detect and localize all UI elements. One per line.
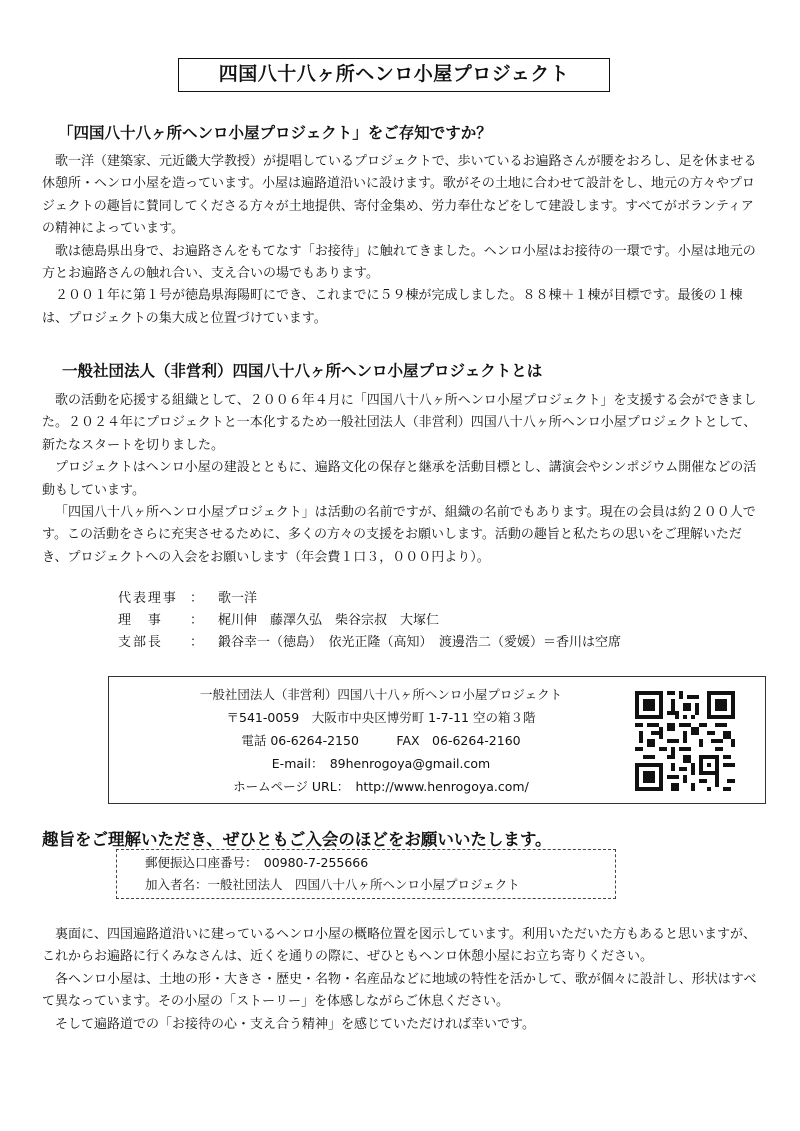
officers-list (118, 588, 621, 654)
paragraph: そして遍路道での「お接待の心・支え合う精神」を感じていただければ幸いです。 (55, 1016, 535, 1032)
postal-holder: 加入者名：一般社団法人 四国八十八ヶ所ヘンロ小屋プロジェクト (145, 877, 520, 892)
paragraph: 「四国八十八ヶ所ヘンロ小屋プロジェクト」は活動の名前ですが、組織の名前でもあります。現在の会員は約２００人です。この活動をさらに充実させるために、多くの方々の支援をお願いします。活動の趣旨と私たちの思いをご理解いただき、プロジェクトへの入会をお願いします（年会費１口３，０００円より）。 (42, 505, 756, 565)
paragraph: 歌は徳島県出身で、お遍路さんをもてなす「お接待」に触れてきました。ヘンロ小屋はお接待の一環です。小屋は地元の方とお遍路さんの触れ合い、支え合いの場でもあります。 (42, 243, 756, 282)
paragraph: 裏面に、四国遍路道沿いに建っているヘンロ小屋の概略位置を図示しています。利用いただいた方もあると思いますが、これからお遍路に行くみなさんは、近くを通りの際に、ぜひともヘンロ休憩小屋にお立ち寄りください。 (42, 927, 756, 965)
officer-names: 梶川伸 藤澤久弘 柴谷宗叔 大塚仁 (218, 613, 440, 628)
officer-names: 歌一洋 (218, 591, 258, 606)
contact-info (151, 683, 611, 798)
contact-address: 〒541-0059 大阪市中央区博労町 1-7-11 空の箱３階 (226, 710, 536, 725)
paragraph: 各ヘンロ小屋は、土地の形・大きさ・歴史・名物・名産品などに地域の特性を活かして、歌が個々に設計し、形状はすべて異なっています。その小屋の「ストーリー」を体感しながらご休息ください。 (42, 971, 757, 1010)
paragraph: 歌一洋（建築家、元近畿大学教授）が提唱しているプロジェクトで、歩いているお遍路さんが腰をおろし、足を休ませる休憩所・ヘンロ小屋を造っています。小屋は遍路道沿いに設けます。歌がその土地に合わせて設計をし、地元の方々やプロジェクトの趣旨に賛同してくださる方々が土地提供、寄付金集め、労力奉仕などをして建設します。すべてがボランティアの精神によっています。 (42, 154, 757, 237)
qr-code-icon[interactable] (635, 691, 735, 791)
officer-row: 支部長 ： 鍛谷幸一（徳島） 依光正隆（高知） 渡邊浩二（愛媛）＝香川は空席 (118, 632, 621, 654)
postal-account: 郵便振込口座番号： 00980-7-255666 (145, 855, 369, 870)
paragraph: ２００１年に第１号が徳島県海陽町にでき、これまでに５９棟が完成しました。８８棟＋１棟が目標です。最後の１棟は、プロジェクトの集大成と位置づけています。 (42, 288, 743, 326)
officer-names: 鍛谷幸一（徳島） 依光正隆（高知） 渡邊浩二（愛媛）＝香川は空席 (218, 635, 622, 650)
contact-homepage[interactable]: ホームページ URL： http://www.henrogoya.com/ (233, 779, 529, 794)
page-title: 四国八十八ヶ所ヘンロ小屋プロジェクト (178, 58, 610, 92)
officer-role: 支部長 (118, 635, 163, 650)
officer-row: 理 事 ： 梶川伸 藤澤久弘 柴谷宗叔 大塚仁 (118, 610, 621, 632)
contact-org: 一般社団法人（非営利）四国八十八ヶ所ヘンロ小屋プロジェクト (199, 687, 563, 702)
officer-row: 代表理事 ： 歌一洋 (118, 588, 621, 610)
section2-body (42, 390, 758, 569)
section1-body (42, 151, 758, 330)
postal-transfer-box (116, 849, 616, 899)
officer-role: 理 事 (118, 613, 163, 628)
contact-box (108, 676, 766, 804)
section1-heading: 「四国八十八ヶ所ヘンロ小屋プロジェクト」をご存知ですか？ (58, 124, 492, 142)
section2-heading: 一般社団法人（非営利）四国八十八ヶ所ヘンロ小屋プロジェクトとは (62, 362, 543, 380)
membership-request: 趣旨をご理解いただき、ぜひともご入会のほどをお願いいたします。 (42, 830, 552, 849)
paragraph: 歌の活動を応援する組織として、２００６年４月に「四国八十八ヶ所ヘンロ小屋プロジェクト」を支援する会ができました。２０２４年にプロジェクトと一本化するため一般社団法人（非営利）四国八十八ヶ所ヘンロ小屋プロジェクトとして、新たなスタートを切りました。 (42, 393, 757, 453)
officer-role: 代表理事 (118, 591, 178, 606)
contact-email[interactable]: E-mail： 89henrogoya@gmail.com (271, 756, 491, 771)
paragraph: プロジェクトはヘンロ小屋の建設とともに、遍路文化の保存と継承を活動目標とし、講演会やシンポジウム開催などの活動もしています。 (42, 460, 757, 498)
closing-body (42, 924, 758, 1036)
contact-phone-fax: 電話 06-6264-2150 FAX 06-6264-2160 (241, 733, 521, 748)
